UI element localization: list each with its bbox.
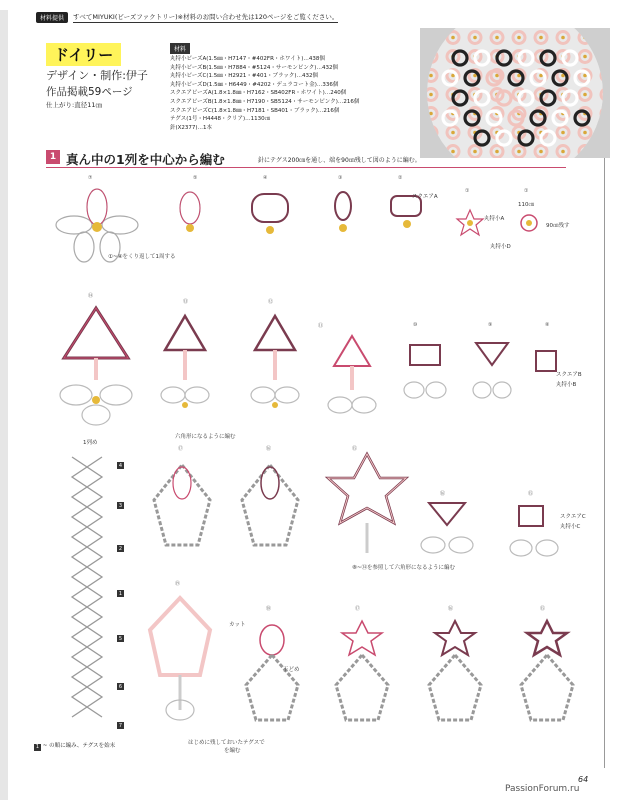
row-tag: 3 [118,502,123,509]
bead-diagram-step [155,310,215,420]
watermark: PassionForum.ru [505,784,580,794]
credit-text: すべてMIYUKI(ビーズファクトリー)※材料のお問い合わせ先は120ページをご覧ください。 [73,13,339,21]
row-tag: 1 [118,590,123,597]
step-label: ⑮ [540,606,546,612]
bead-diagram-star-top [413,615,498,730]
step-label: ③ [338,175,343,181]
bead-diagram-hex-grid [140,455,225,570]
step-label: ⑧ [545,322,550,328]
material-item: テグス(1号・H4448・クリア)…1130㎝ [170,116,271,123]
page-number: 64 [578,775,589,784]
bead-diagram-step [415,495,480,565]
step-label: ⑭ [88,293,94,299]
legend-tag: 1 [35,744,40,750]
row1-label: 1列め [83,440,98,446]
materials-list [170,55,359,132]
step-label: ⑮ [352,446,358,452]
refer-note: ⑧~⑭を参照して六角形になるように編む [352,565,456,571]
published-page: 作品掲載59ページ [46,86,133,98]
section-rule [46,167,566,168]
step-label: ⑩ [413,322,418,328]
step-label: ⑯ [448,606,454,612]
legend-text: ~ の順に編み、テグスを始末 [42,743,116,749]
label-110cm: 110㎝ [518,202,534,208]
material-item: 丸特小ビーズB(1.5㎜・H7884・#5124・サーモンピンク)…432個 [170,64,338,71]
step-label: ② [398,175,403,181]
bead-strip-row1 [62,452,112,732]
bead-diagram-hex-pink [140,590,220,730]
step-label: ① [465,188,470,194]
bead-diagram-tail [230,615,315,730]
step-label: ⑰ [178,446,184,452]
bead-diagram-step [505,500,565,570]
step-label: ⑫ [268,299,274,305]
step-label: ⑰ [355,606,361,612]
finished-size: 仕上がり:直径11㎝ [46,101,102,109]
bead-diagram-step [470,335,515,425]
material-item: スクエアビーズA(1.8×1.8㎜・H7162・SB402FR・ホワイト)…240個 [170,90,347,97]
bead-diagram-hexagon [46,300,146,430]
tail-note: はじめに残しておいたテグスで [188,740,265,746]
label-90cm: 90㎝残す [546,223,570,229]
bead-diagram-step [245,310,305,420]
bead-diagram-hex-grid [228,455,313,570]
bead-diagram-step [318,188,368,238]
bead-diagram-step [240,188,300,238]
step-label: ⑨ [488,322,493,328]
bead-diagram-step [322,330,382,425]
step-label: ⑦ [88,175,93,181]
row-tag: 2 [118,545,123,552]
row-tag: 4 [118,462,123,469]
bead-diagram-star-top [320,615,405,730]
hexagon-note: 六角形になるように編む [175,434,236,440]
material-item: 針(X2377)…1本 [170,124,213,131]
materials-label: 材料 [170,43,190,54]
design-credit: デザイン・制作:伊子 [46,69,148,82]
bead-diagram-step [400,335,450,425]
tail-note-2: を編む [224,748,241,754]
step-label: ⑮ [528,491,534,497]
credit-line [36,11,338,24]
label-knot: 玉どめ [283,667,300,673]
material-item: 丸特小ビーズA(1.5㎜・H7147・#402FR・ホワイト)…438個 [170,56,325,62]
row-tag: 5 [118,635,123,642]
step-label: ⑱ [266,606,272,612]
doily-photo [420,28,610,158]
page-title: ドイリー [46,43,121,66]
material-item: スクエアビーズB(1.8×1.8㎜・H7190・SB5124・サーモンピンク)…216個 [170,98,360,105]
label-maru-b: 丸特小B [556,382,577,388]
credit-badge: 材料提供 [36,12,68,23]
step-label: ⑲ [175,581,181,587]
material-item: スクエアビーズC(1.8×1.8㎜・H7181・SB401・ブラック)…216個 [170,107,340,114]
section-number: 1 [46,150,60,164]
label-maru-d: 丸特小D [490,244,511,250]
repeat-note: ①~④をくり返して1周する [108,254,176,260]
label-square-b: スクエアB [556,372,582,378]
label-maru-a: 丸特小A [484,216,505,222]
step-label: ⑯ [440,491,446,497]
label-cut: カット [229,622,246,628]
material-item: 丸特小ビーズC(1.5㎜・H2921・#401・ブラック)…432個 [170,73,319,80]
row-tag: 7 [118,722,123,729]
label-maru-c: 丸特小C [560,524,581,530]
page-edge-shade [0,10,8,800]
step-label: ④ [263,175,268,181]
bead-diagram-star-top [505,615,590,730]
section-title: 真ん中の1列を中心から編む [66,152,225,167]
material-item: 丸特小ビーズD(1.5㎜・H6449・#4202・デュラコート金)…336個 [170,81,339,88]
label-square-a: スクエアA [412,194,438,200]
bead-diagram-step [160,188,220,238]
row-tag: 6 [118,683,123,690]
step-label: ① [524,188,529,194]
section-note: 針にテグス200㎝を通し、端を90㎝残して図のように編む。 [258,157,421,164]
label-square-c: スクエアC [560,514,586,520]
bead-diagram-center [514,208,544,238]
bead-diagram-star-hex [322,448,412,563]
step-label: ⑤ [193,175,198,181]
step-label: ⑪ [318,323,324,329]
bead-diagram-star [455,208,485,238]
legend-note [34,741,115,750]
step-label: ⑬ [183,299,189,305]
step-label: ⑯ [266,446,272,452]
